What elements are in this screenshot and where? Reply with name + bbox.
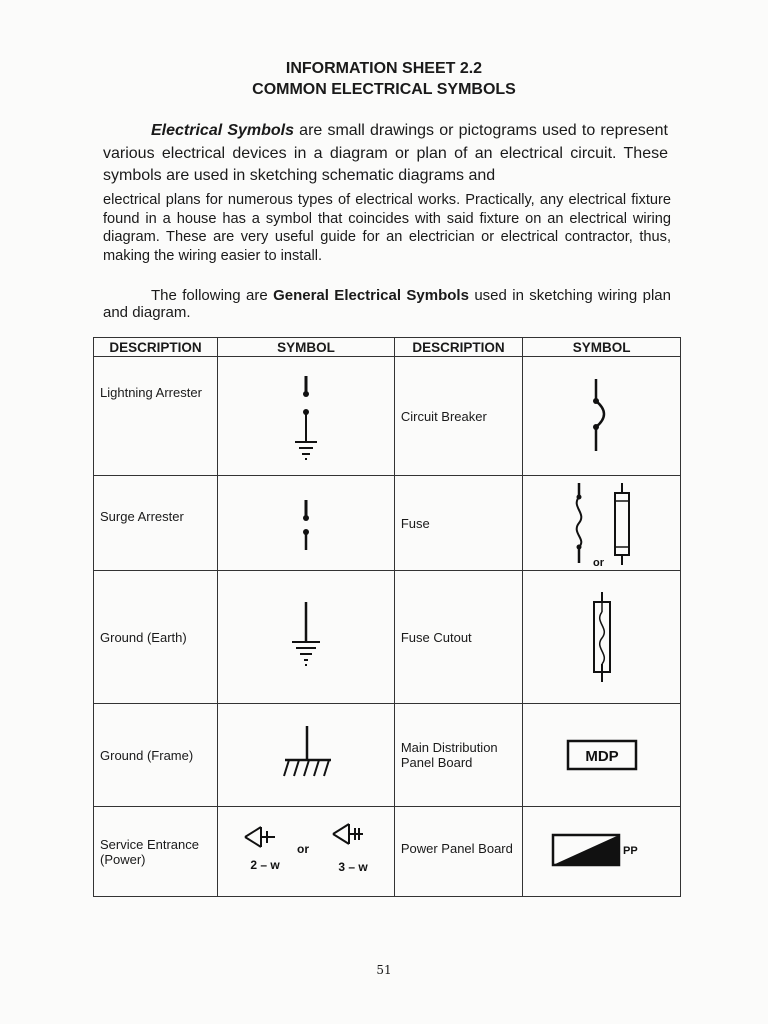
mdp-label: MDP — [584, 748, 619, 765]
row-description: Fuse Cutout — [394, 571, 522, 704]
pp-label: PP — [622, 844, 638, 857]
table-row — [94, 571, 681, 704]
symbol-cell — [523, 357, 681, 476]
symbol-cell — [218, 807, 395, 897]
row-description: Circuit Breaker — [394, 357, 522, 476]
symbol-cell — [523, 571, 681, 704]
lightning-arrester-icon — [276, 366, 336, 466]
fuse-icon — [557, 479, 647, 567]
symbols-table — [93, 337, 681, 897]
symbol-cell — [218, 571, 395, 704]
symbol-cell — [218, 476, 395, 571]
ground-earth-icon — [286, 597, 326, 677]
symbol-cell — [523, 807, 681, 897]
row-description: Ground (Earth) — [94, 571, 218, 704]
service-or-label: or — [296, 841, 309, 856]
symbol-cell — [523, 704, 681, 807]
row-description: Surge Arrester — [94, 476, 218, 571]
page-number: 51 — [376, 963, 392, 977]
row-description: Fuse — [394, 476, 522, 571]
following-paragraph: The following are General Electrical Symbols used in sketching wiring plan and diagram. — [103, 287, 671, 321]
table-row — [94, 704, 681, 807]
sheet-subtitle: COMMON ELECTRICAL SYMBOLS — [252, 81, 516, 98]
power-panel-icon — [547, 827, 657, 877]
service-3w-label: 3 – w — [338, 859, 368, 874]
table-row — [94, 476, 681, 571]
table-row — [94, 357, 681, 476]
symbol-cell — [523, 476, 681, 571]
row-description: Ground (Frame) — [94, 704, 218, 807]
following-bold-term: General Electrical Symbols — [273, 287, 469, 304]
sheet-title: INFORMATION SHEET 2.2 — [285, 60, 483, 77]
row-description: Service Entrance (Power) — [94, 807, 218, 897]
row-description: Lightning Arrester — [94, 357, 218, 476]
table-header-row — [94, 338, 681, 357]
service-2w-label: 2 – w — [250, 857, 280, 872]
header-symbol-2: SYMBOL — [523, 338, 681, 357]
fuse-cutout-icon — [582, 590, 622, 685]
service-entrance-icon — [231, 817, 381, 887]
fuse-or-label: or — [592, 557, 604, 569]
row-description: Main Distribution Panel Board — [394, 704, 522, 807]
mdp-icon — [562, 735, 642, 775]
circuit-breaker-icon — [582, 371, 622, 461]
header-description-1: DESCRIPTION — [94, 338, 218, 357]
symbol-cell — [218, 357, 395, 476]
intro-paragraph — [103, 120, 668, 188]
ground-frame-icon — [271, 720, 341, 790]
header-description-2: DESCRIPTION — [394, 338, 522, 357]
symbol-cell — [218, 704, 395, 807]
table-row — [94, 807, 681, 897]
intro-lead-term: Electrical Symbols — [151, 122, 295, 139]
intro-text: are small drawings or pictograms used to represent various electrical devices in a diagram or plan of an electrical circuit. These symbols are used in sketching schematic diagrams and — [103, 122, 668, 184]
row-description: Power Panel Board — [394, 807, 522, 897]
intro-continuation: electrical plans for numerous types of electrical works. Practically, any electrical fixture found in a house has a symbol that coincides with said fixture on an electrical wiring diagram. These are very useful guide for an electrician or electrical contractor, thus, making the wiring easier to install. — [103, 192, 671, 264]
header-symbol-1: SYMBOL — [218, 338, 395, 357]
surge-arrester-icon — [286, 488, 326, 558]
